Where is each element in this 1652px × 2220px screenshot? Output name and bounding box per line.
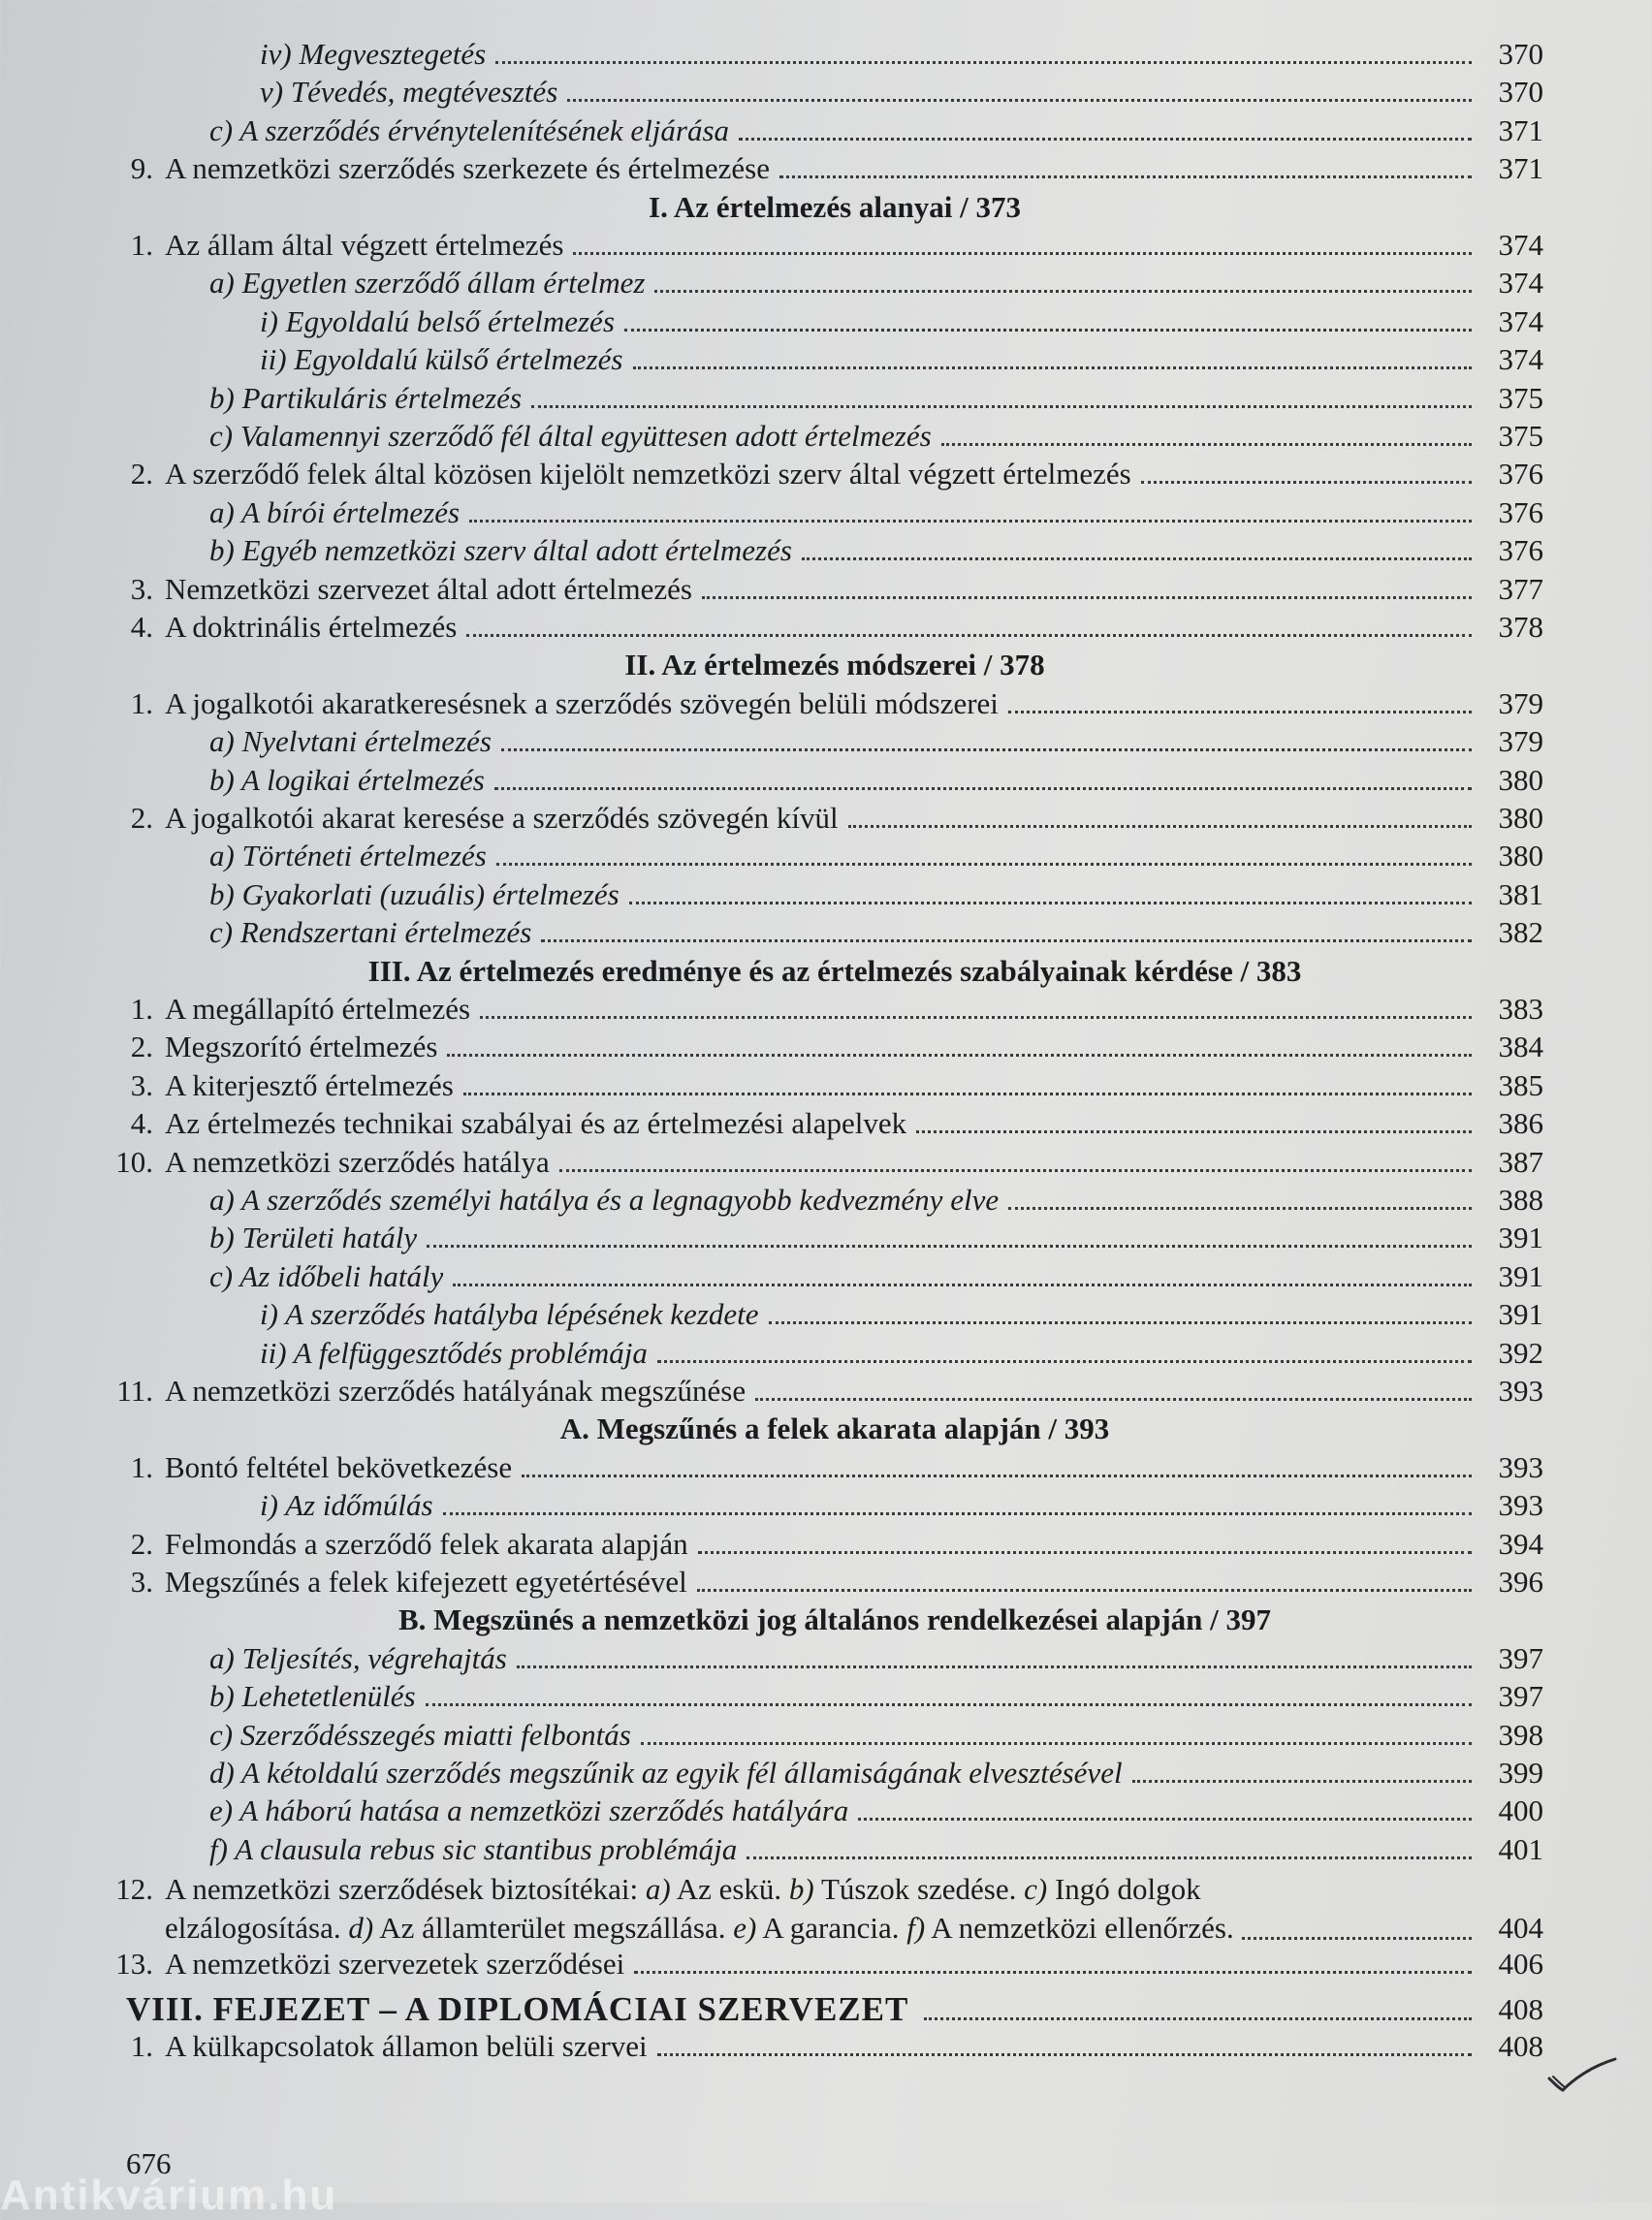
entry-title: Az értelmezés technikai szabályai és az értelmezési alapelvek — [165, 1106, 907, 1141]
entry-number: 1. — [130, 992, 153, 1026]
page-number: 676 — [126, 2146, 172, 2180]
entry-title: A külkapcsolatok államon belüli szervei — [165, 2028, 648, 2063]
dot-leader — [1242, 1937, 1472, 1940]
entry-title: f) A clausula rebus sic stantibus problémája — [209, 1831, 738, 1866]
entry-page: 393 — [1498, 1374, 1543, 1408]
toc-entry — [0, 1828, 1543, 1867]
entry-number: 1. — [130, 1449, 153, 1484]
toc-entry — [0, 1370, 1543, 1409]
entry-title: a) Nyelvtani értelmezés — [209, 724, 492, 759]
entry-page: 380 — [1498, 762, 1543, 797]
entry-title: i) A szerződés hatályba lépésének kezdete — [260, 1297, 759, 1332]
entry-number: 12. — [115, 1872, 153, 1907]
entry-page: 400 — [1498, 1793, 1543, 1828]
dot-leader — [924, 2017, 1472, 2020]
entry-title-part: Az eskü. — [670, 1872, 789, 1907]
entry-page: 370 — [1498, 75, 1543, 110]
entry-title-part: Az államterület megszállása. — [373, 1911, 734, 1946]
toc-entry — [0, 1102, 1543, 1141]
toc-entry — [0, 1790, 1543, 1828]
entry-page: 375 — [1498, 419, 1543, 453]
entry-title-part: A nemzetközi ellenőrzés. — [925, 1911, 1234, 1946]
entry-page: 379 — [1498, 685, 1543, 720]
section-heading: A. Megszűnés a felek akarata alapján / 393 — [559, 1411, 1110, 1446]
toc-entry — [0, 1064, 1543, 1103]
entry-title: A nemzetközi szerződés hatályának megszűnése — [165, 1374, 747, 1408]
entry-number: 1. — [130, 2028, 153, 2063]
toc-entry — [0, 568, 1543, 607]
toc-entry — [0, 1141, 1543, 1180]
dot-leader — [1132, 1780, 1472, 1783]
entry-page: 386 — [1498, 1106, 1543, 1141]
entry-title: A nemzetközi szerződés szerkezete és értelmezése — [165, 151, 770, 186]
dot-leader — [657, 1360, 1472, 1363]
entry-title: c) Valamennyi szerződő fél által együttesen adott értelmezés — [209, 419, 932, 453]
dot-leader — [739, 138, 1472, 141]
entry-page: 384 — [1498, 1030, 1543, 1064]
toc-entry — [0, 492, 1543, 530]
toc-entry — [0, 71, 1543, 110]
entry-title-part: Túszok szedése. — [813, 1872, 1025, 1907]
entry-page: 376 — [1498, 457, 1543, 492]
section-heading: II. Az értelmezés módszerei / 378 — [624, 648, 1045, 682]
entry-number: 9. — [130, 151, 153, 186]
dot-leader — [634, 1971, 1472, 1974]
entry-title: c) Az időbeli hatály — [209, 1258, 444, 1293]
entry-title: A nemzetközi szervezetek szerződései — [165, 1947, 625, 1981]
dot-leader — [858, 1818, 1472, 1821]
dot-leader — [779, 175, 1472, 178]
entry-page: 388 — [1498, 1183, 1543, 1217]
entry-page: 404 — [1498, 1911, 1543, 1946]
toc-entry — [0, 453, 1543, 492]
entry-page: 374 — [1498, 303, 1543, 338]
entry-page: 387 — [1498, 1144, 1543, 1179]
entry-page: 376 — [1498, 533, 1543, 568]
entry-title: i) Az időmúlás — [260, 1488, 433, 1523]
dot-leader — [494, 787, 1472, 790]
entry-title-line-1 — [165, 1870, 1543, 1909]
entry-title: A megállapító értelmezés — [165, 992, 471, 1026]
entry-number: 11. — [116, 1374, 153, 1408]
entry-title: b) Területi hatály — [209, 1221, 418, 1255]
dot-leader — [755, 1398, 1472, 1401]
entry-page: 370 — [1498, 37, 1543, 71]
entry-page: 393 — [1498, 1488, 1543, 1523]
entry-title: Nemzetközi szervezet által adott értelmezés — [165, 571, 692, 606]
entry-page: 376 — [1498, 494, 1543, 529]
dot-leader — [517, 1665, 1472, 1668]
dot-leader — [427, 1245, 1472, 1248]
toc-entry — [0, 1561, 1543, 1600]
entry-page: 394 — [1498, 1526, 1543, 1561]
entry-title: b) Lehetetlenülés — [209, 1679, 416, 1714]
entry-title: Megszorító értelmezés — [165, 1030, 438, 1064]
toc-entry — [0, 33, 1543, 72]
entry-page: 371 — [1498, 151, 1543, 186]
toc-entry — [0, 1637, 1543, 1676]
toc-entry — [0, 759, 1543, 798]
entry-number: 2. — [130, 1526, 153, 1561]
entry-page: 380 — [1498, 801, 1543, 835]
entry-title: a) Teljesítés, végrehajtás — [209, 1640, 507, 1675]
dot-leader — [453, 1284, 1472, 1286]
dot-leader — [802, 557, 1472, 560]
entry-title: A szerződő felek által közösen kijelölt nemzetközi szerv által végzett értelmezés — [165, 457, 1131, 492]
dot-leader — [698, 1551, 1472, 1554]
entry-title: d) A kétoldalú szerződés megszűnik az egyik fél államiságának elvesztésével — [209, 1756, 1123, 1790]
toc-entry — [0, 2025, 1543, 2064]
entry-title-part: A nemzetközi szerződések biztosítékai: — [165, 1872, 646, 1907]
dot-leader — [466, 634, 1472, 637]
entry-number: 2. — [130, 457, 153, 492]
entry-title-part: A garancia. — [756, 1911, 907, 1946]
entry-title: b) Partikuláris értelmezés — [209, 380, 523, 415]
section-heading: B. Megszünés a nemzetközi jog általános rendelkezései alapján / 397 — [397, 1602, 1272, 1637]
entry-page: 375 — [1498, 380, 1543, 415]
toc-entry — [0, 1179, 1543, 1218]
entry-page: 377 — [1498, 571, 1543, 606]
dot-leader — [531, 405, 1472, 408]
dot-leader — [480, 1016, 1472, 1019]
entry-number: 1. — [130, 228, 153, 262]
dot-leader — [629, 902, 1472, 904]
toc-entry — [0, 338, 1543, 377]
entry-page: 393 — [1498, 1449, 1543, 1484]
entry-title: Az állam által végzett értelmezés — [165, 228, 564, 262]
entry-page: 380 — [1498, 839, 1543, 873]
entry-title-part: b) — [788, 1872, 814, 1907]
entry-page: 391 — [1498, 1221, 1543, 1255]
entry-number: 4. — [130, 610, 153, 644]
toc-entry — [0, 873, 1543, 912]
entry-title: Bontó feltétel bekövetkezése — [165, 1449, 513, 1484]
entry-page: 401 — [1498, 1831, 1543, 1866]
entry-page: 383 — [1498, 992, 1543, 1026]
entry-title: c) Rendszertani értelmezés — [209, 915, 532, 950]
toc-entry — [0, 1752, 1543, 1791]
toc-entry — [0, 1217, 1543, 1255]
entry-page: 374 — [1498, 228, 1543, 262]
entry-page: 399 — [1498, 1756, 1543, 1790]
entry-title: A jogalkotói akarat keresése a szerződés szövegén kívül — [165, 801, 839, 835]
toc-entry — [0, 1943, 1543, 1982]
dot-leader — [426, 1703, 1472, 1706]
dot-leader — [496, 863, 1472, 866]
toc-entry — [0, 1255, 1543, 1294]
entry-number: 2. — [130, 801, 153, 835]
entry-page: 391 — [1498, 1258, 1543, 1293]
toc-entry — [0, 301, 1543, 339]
toc-entry — [0, 1523, 1543, 1562]
toc-entry — [0, 1332, 1543, 1371]
entry-page: 378 — [1498, 610, 1543, 644]
watermark: Antikvárium.hu — [0, 2172, 338, 2219]
entry-title-part: d) — [348, 1911, 374, 1946]
handwritten-checkmark-icon — [1543, 2055, 1621, 2094]
toc-entry-multiline — [115, 1870, 1543, 1948]
toc-entry — [0, 1714, 1543, 1753]
dot-leader — [463, 1093, 1472, 1095]
entry-title-part: c) — [1024, 1872, 1048, 1907]
entry-title: b) Gyakorlati (uzuális) értelmezés — [209, 876, 620, 911]
toc-entry — [0, 720, 1543, 759]
entry-page: 397 — [1498, 1640, 1543, 1675]
entry-page: 406 — [1498, 1947, 1543, 1981]
toc-entry — [0, 682, 1543, 721]
dot-leader — [447, 1054, 1472, 1057]
dot-leader — [624, 329, 1472, 332]
toc-entry — [0, 224, 1543, 263]
dot-leader — [567, 99, 1472, 102]
dot-leader — [702, 596, 1472, 599]
entry-number: 13. — [115, 1947, 153, 1981]
chapter-heading — [126, 1982, 1543, 2029]
dot-leader — [1141, 481, 1472, 484]
dot-leader — [633, 366, 1473, 369]
entry-title: A kiterjesztő értelmezés — [165, 1067, 454, 1102]
entry-title: Felmondás a szerződő felek akarata alapján — [165, 1526, 688, 1561]
entry-title: a) A szerződés személyi hatálya és a legnagyobb kedvezmény elve — [209, 1183, 1000, 1217]
toc-entry — [0, 529, 1543, 568]
dot-leader — [916, 1130, 1472, 1133]
entry-page: 398 — [1498, 1717, 1543, 1752]
entry-title: a) A bírói értelmezés — [209, 494, 461, 529]
entry-title: A doktrinális értelmezés — [165, 610, 458, 644]
toc-entry — [0, 262, 1543, 301]
toc-entry — [0, 1446, 1543, 1485]
toc-entry — [0, 110, 1543, 148]
entry-title-part: e) — [733, 1911, 757, 1946]
dot-leader — [941, 443, 1472, 446]
entry-number: 10. — [115, 1144, 153, 1179]
chapter-title: VIII. FEJEZET – A DIPLOMÁCIAI SZERVEZET — [126, 1990, 909, 2029]
entry-title-part: Ingó dolgok — [1047, 1872, 1201, 1907]
dot-leader — [747, 1856, 1472, 1859]
dot-leader — [1008, 1207, 1472, 1210]
dot-leader — [522, 1475, 1472, 1477]
dot-leader — [559, 1169, 1472, 1172]
entry-title: c) Szerződésszegés miatti felbontás — [209, 1717, 631, 1752]
toc-entry — [0, 415, 1543, 454]
toc-entry — [0, 1484, 1543, 1523]
entry-title: a) Történeti értelmezés — [209, 839, 487, 873]
dot-leader — [641, 1742, 1472, 1745]
entry-number: 3. — [130, 571, 153, 606]
toc-entry — [0, 1026, 1543, 1064]
toc-entry — [0, 797, 1543, 836]
entry-title-part: elzálogosítása. — [165, 1911, 349, 1946]
toc-entry — [0, 911, 1543, 950]
entry-number: 1. — [130, 685, 153, 720]
entry-title: e) A háború hatása a nemzetközi szerződés hatályára — [209, 1793, 849, 1828]
entry-page: 391 — [1498, 1297, 1543, 1332]
chapter-page: 408 — [1498, 1992, 1543, 2027]
entry-title: A nemzetközi szerződés hatálya — [165, 1144, 550, 1179]
entry-title: b) Egyéb nemzetközi szerv által adott értelmezés — [209, 533, 792, 568]
section-heading: III. Az értelmezés eredménye és az értelmezés szabályainak kérdése / 383 — [367, 953, 1302, 988]
entry-title-part: f) — [906, 1911, 926, 1946]
dot-leader — [541, 939, 1472, 942]
entry-title: A jogalkotói akaratkeresésnek a szerződés szövegén belüli módszerei — [165, 685, 999, 720]
entry-page: 381 — [1498, 876, 1543, 911]
entry-page: 385 — [1498, 1067, 1543, 1102]
entry-title: c) A szerződés érvénytelenítésének eljárása — [209, 112, 730, 147]
dot-leader — [469, 520, 1472, 523]
entry-page: 392 — [1498, 1335, 1543, 1370]
entry-title: Megszűnés a felek kifejezett egyetértésével — [165, 1565, 687, 1599]
entry-title: b) A logikai értelmezés — [209, 762, 485, 797]
toc-entry — [0, 988, 1543, 1027]
dot-leader — [657, 2053, 1472, 2056]
dot-leader — [573, 252, 1472, 255]
entry-page: 397 — [1498, 1679, 1543, 1714]
dot-leader — [1008, 711, 1472, 714]
entry-title: ii) A felfüggesztődés problémája — [260, 1335, 648, 1370]
dot-leader — [501, 748, 1472, 751]
toc-entry — [0, 377, 1543, 416]
entry-page: 374 — [1498, 266, 1543, 301]
entry-title: ii) Egyoldalú külső értelmezés — [260, 342, 623, 377]
dot-leader — [654, 290, 1472, 293]
toc-entry — [0, 1293, 1543, 1332]
toc-entry — [0, 606, 1543, 645]
toc-entry — [0, 147, 1543, 186]
entry-page: 379 — [1498, 724, 1543, 759]
dot-leader — [495, 61, 1472, 64]
entry-number: 3. — [130, 1067, 153, 1102]
dot-leader — [697, 1589, 1472, 1592]
entry-page: 382 — [1498, 915, 1543, 950]
entry-page: 374 — [1498, 342, 1543, 377]
dot-leader — [848, 825, 1472, 828]
entry-number: 3. — [130, 1565, 153, 1599]
entry-page: 408 — [1498, 2028, 1543, 2063]
toc-entry — [0, 835, 1543, 873]
dot-leader — [769, 1321, 1472, 1324]
entry-number: 4. — [130, 1106, 153, 1141]
entry-number: 2. — [130, 1030, 153, 1064]
entry-page: 371 — [1498, 112, 1543, 147]
entry-title-part: a) — [645, 1872, 671, 1907]
toc-entry — [0, 1675, 1543, 1714]
dot-leader — [443, 1512, 1472, 1515]
entry-title: i) Egyoldalú belső értelmezés — [260, 303, 615, 338]
section-heading: I. Az értelmezés alanyai / 373 — [649, 189, 1021, 224]
entry-title: v) Tévedés, megtévesztés — [260, 75, 558, 110]
entry-page: 396 — [1498, 1565, 1543, 1599]
entry-title: a) Egyetlen szerződő állam értelmez — [209, 266, 646, 301]
entry-title: iv) Megvesztegetés — [260, 37, 487, 71]
